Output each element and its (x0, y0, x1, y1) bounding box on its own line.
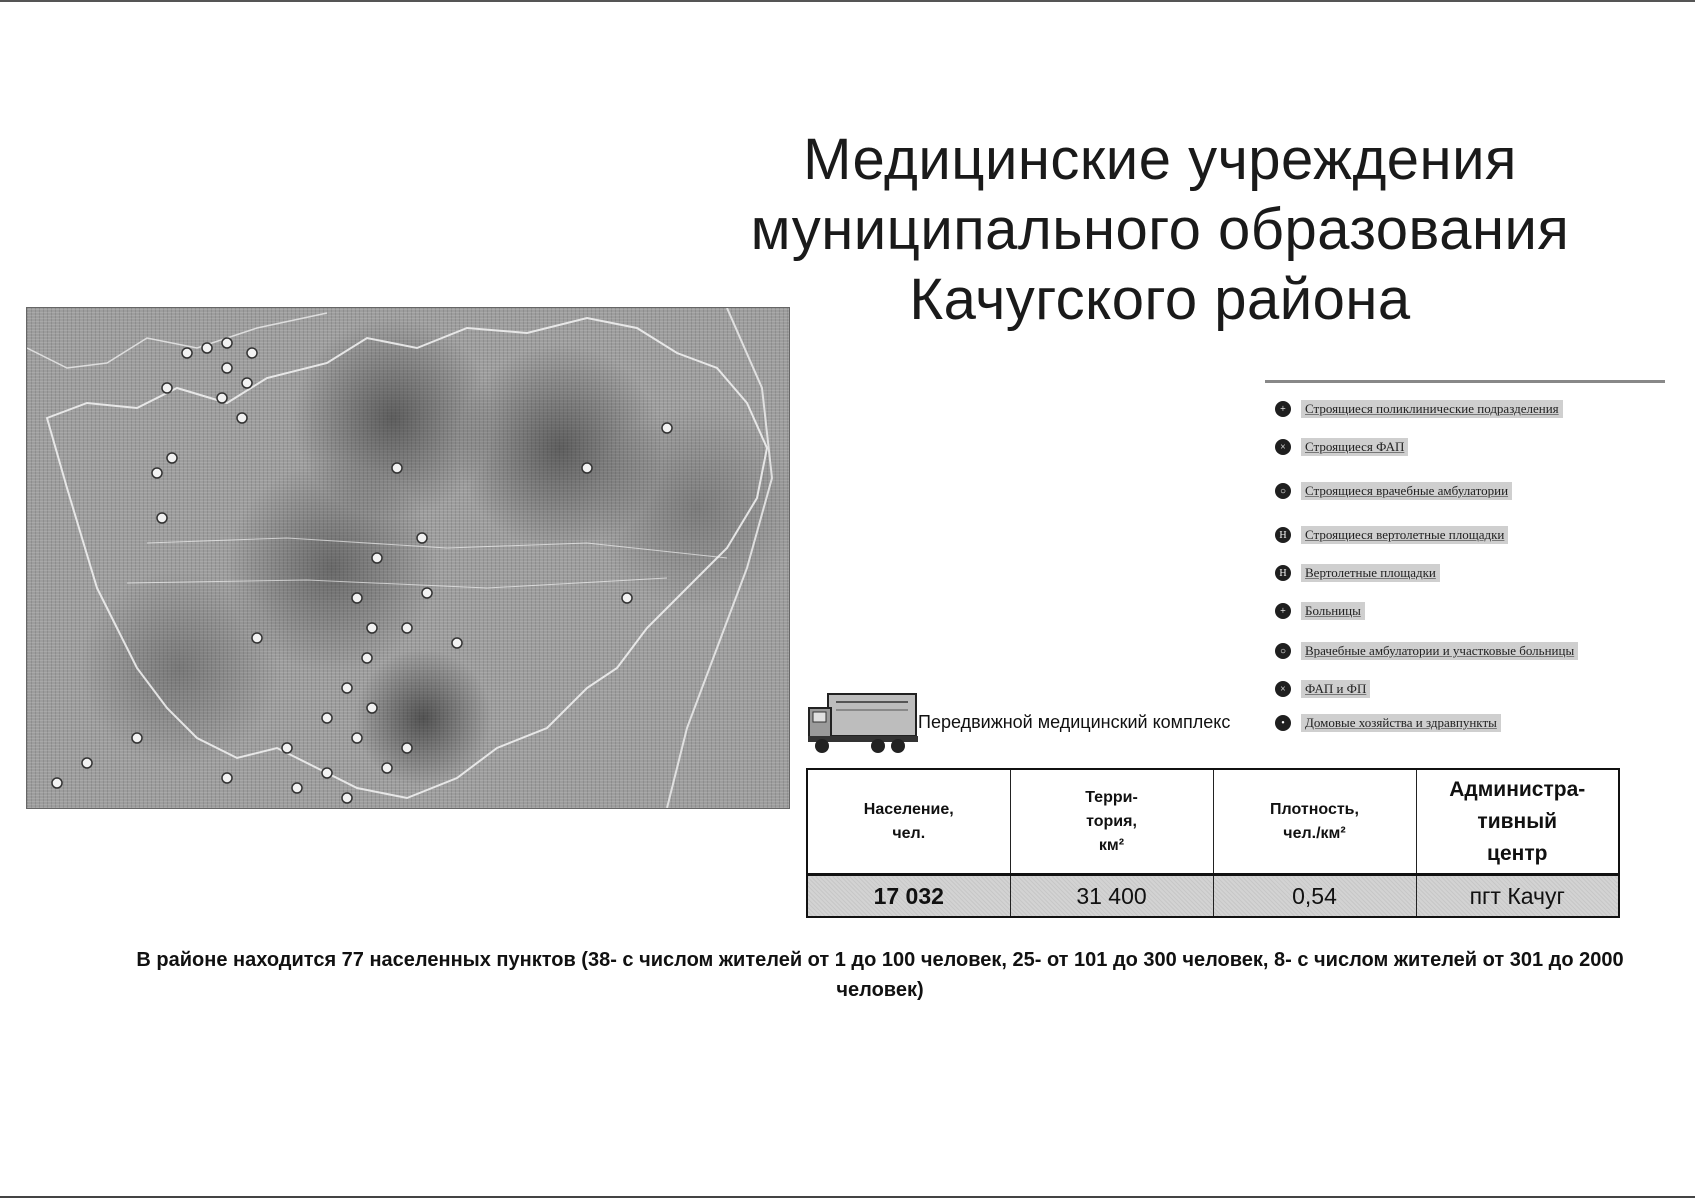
mobile-complex-label: Передвижной медицинский комплекс (918, 712, 1231, 732)
page-title: Медицинские учреждения муниципального образования Качугского района (750, 127, 1570, 332)
district-stats-table (806, 768, 1620, 918)
legend-label: Строящиеся ФАП (1301, 438, 1408, 456)
cell-admin-center: пгт Качуг (1416, 875, 1619, 918)
district-boundary (47, 318, 767, 798)
ambulatory-icon: ○ (1275, 643, 1291, 659)
table-row (807, 875, 1619, 918)
ambulatory-construction-icon: ○ (1275, 483, 1291, 499)
hospital-icon: + (1275, 603, 1291, 619)
header-density: Плотность, чел./км² (1213, 769, 1416, 875)
legend-label: Вертолетные площадки (1301, 564, 1440, 582)
region-boundary (27, 313, 327, 368)
cell-territory: 31 400 (1010, 875, 1213, 918)
legend-label: Домовые хозяйства и здравпункты (1301, 714, 1501, 732)
legend-label: ФАП и ФП (1301, 680, 1370, 698)
scan-edge-top (0, 0, 1695, 2)
legend-item (1275, 479, 1512, 503)
road-line (147, 538, 727, 558)
settlement-markers (52, 338, 672, 803)
legend-label: Строящиеся врачебные амбулатории (1301, 482, 1512, 500)
settlements-footnote: В районе находится 77 населенных пунктов (38- с числом жителей от 1 до 100 человек, 25- от 101 до 300 человек, 8- с числом жителей от 301 до 2000 человек) (136, 949, 1624, 1001)
map-legend (1265, 380, 1665, 730)
legend-label: Строящиеся вертолетные площадки (1301, 526, 1508, 544)
header-territory: Терри- тория, км² (1010, 769, 1213, 875)
truck-icon (806, 688, 921, 756)
legend-item (1275, 599, 1365, 623)
polyclinic-construction-icon: + (1275, 401, 1291, 417)
map-drawing (27, 308, 789, 808)
river-line (667, 308, 772, 808)
header-population: Население, чел. (807, 769, 1010, 875)
legend-label: Врачебные амбулатории и участковые больницы (1301, 642, 1578, 660)
legend-item (1275, 397, 1563, 421)
helipad-icon: H (1275, 565, 1291, 581)
header-admin-center: Администра- тивный центр (1416, 769, 1619, 875)
legend-item (1275, 711, 1501, 735)
district-map (26, 307, 790, 809)
legend-item (1275, 639, 1578, 663)
road-line (127, 578, 667, 588)
scan-edge-bottom (0, 1196, 1695, 1198)
table-header-row (807, 769, 1619, 875)
helipad-construction-icon: H (1275, 527, 1291, 543)
legend-item (1275, 523, 1508, 547)
fap-construction-icon: × (1275, 439, 1291, 455)
cell-density: 0,54 (1213, 875, 1416, 918)
legend-item (1275, 435, 1408, 459)
legend-label: Больницы (1301, 602, 1365, 620)
legend-label: Строящиеся поликлинические подразделения (1301, 400, 1563, 418)
health-post-icon: • (1275, 715, 1291, 731)
cell-population: 17 032 (807, 875, 1010, 918)
legend-item (1275, 561, 1440, 585)
fap-icon: × (1275, 681, 1291, 697)
legend-item (1275, 677, 1370, 701)
